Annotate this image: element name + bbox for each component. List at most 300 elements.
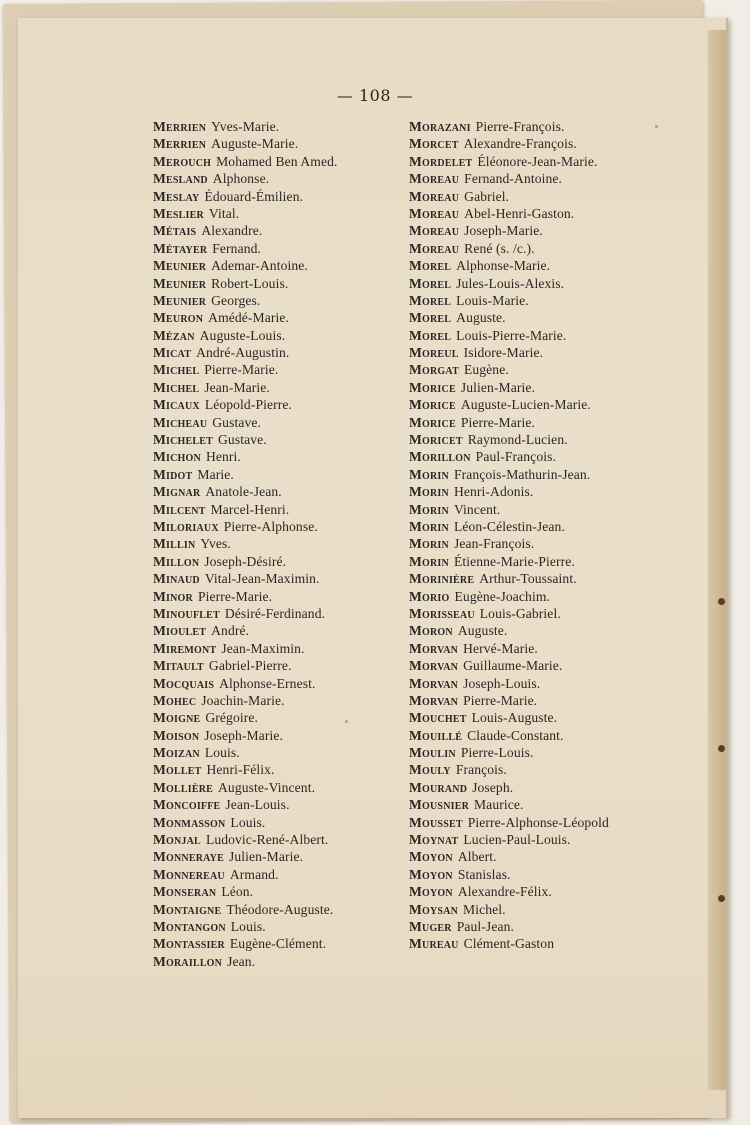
given-names: Léopold-Pierre. <box>204 397 292 413</box>
given-names: Joseph-Marie. <box>464 223 543 239</box>
given-names: Anatole-Jean. <box>205 484 282 500</box>
surname: Monjal <box>153 832 201 848</box>
surname: Morvan <box>409 692 459 708</box>
surname: Mitault <box>153 658 204 674</box>
name-entry <box>409 205 609 222</box>
surname: Milcent <box>153 501 206 517</box>
name-entry <box>153 518 338 535</box>
given-names: Michel. <box>463 901 506 917</box>
surname: Meslier <box>153 205 204 221</box>
surname: Morel <box>409 292 452 308</box>
surname: Mourand <box>409 779 468 795</box>
name-entry <box>153 744 338 761</box>
given-names: Julien-Marie. <box>228 849 304 865</box>
surname: Meunier <box>153 292 207 308</box>
surname: Moreau <box>409 240 460 256</box>
name-entry <box>153 309 338 326</box>
given-names: Ademar-Antoine. <box>211 258 308 274</box>
given-names: Éléonore-Jean-Marie. <box>477 153 598 169</box>
name-entry <box>409 344 609 361</box>
paper-speck <box>345 720 348 723</box>
name-entry <box>153 588 338 605</box>
book-page <box>18 18 728 1118</box>
name-entry <box>153 188 338 205</box>
name-entry <box>409 761 609 778</box>
given-names: Louis. <box>204 745 240 761</box>
name-entry <box>153 814 338 831</box>
given-names: Robert-Louis. <box>211 275 289 291</box>
surname: Morin <box>409 501 449 517</box>
name-entry <box>153 883 338 900</box>
given-names: Pierre-Marie. <box>463 692 538 708</box>
name-entry <box>409 240 609 257</box>
name-entry <box>153 675 338 692</box>
name-entry <box>409 640 609 657</box>
given-names: Auguste-Marie. <box>211 136 299 152</box>
given-names: Jean. <box>227 953 256 969</box>
name-entry <box>409 448 609 465</box>
surname: Morice <box>409 414 456 430</box>
surname: Mouillé <box>409 727 463 743</box>
given-names: Gabriel-Pierre. <box>208 658 292 674</box>
name-entry <box>409 831 609 848</box>
name-entry <box>409 866 609 883</box>
surname: Micat <box>153 345 192 361</box>
name-entry <box>153 153 338 170</box>
name-entry <box>153 414 338 431</box>
name-column-right <box>409 118 609 953</box>
name-entry <box>409 361 609 378</box>
surname: Mureau <box>409 936 459 952</box>
surname: Moron <box>409 623 453 639</box>
name-entry <box>153 953 338 970</box>
surname: Morgat <box>409 362 459 378</box>
surname: Monmasson <box>153 814 226 830</box>
given-names: Pierre-Alphonse. <box>223 518 318 534</box>
name-entry <box>409 657 609 674</box>
given-names: Pierre-Marie. <box>204 362 279 378</box>
name-entry <box>409 848 609 865</box>
surname: Minouflet <box>153 605 220 621</box>
surname: Meunier <box>153 258 207 274</box>
surname: Morel <box>409 327 452 343</box>
surname: Moison <box>153 727 200 743</box>
given-names: Fernand. <box>212 240 261 256</box>
binding-stain <box>718 895 725 902</box>
given-names: Marie. <box>197 466 234 482</box>
given-names: Jean-Marie. <box>204 379 270 395</box>
name-entry <box>409 605 609 622</box>
surname: Mollière <box>153 779 214 795</box>
given-names: Pierre-Marie. <box>460 414 535 430</box>
name-entry <box>409 153 609 170</box>
given-names: Louis. <box>230 918 266 934</box>
name-entry <box>409 935 609 952</box>
given-names: Alexandre. <box>201 223 263 239</box>
surname: Minaud <box>153 571 200 587</box>
given-names: Pierre-Louis. <box>460 745 534 761</box>
surname: Michelet <box>153 432 214 448</box>
given-names: Désiré-Ferdinand. <box>224 605 326 621</box>
surname: Moreul <box>409 345 459 361</box>
given-names: Joseph-Marie. <box>204 727 283 743</box>
given-names: Gustave. <box>212 414 261 430</box>
surname: Moreau <box>409 188 460 204</box>
name-entry <box>153 448 338 465</box>
given-names: Louis-Pierre-Marie. <box>456 327 567 343</box>
given-names: Eugène-Joachim. <box>454 588 551 604</box>
name-entry <box>409 135 609 152</box>
surname: Morvan <box>409 675 459 691</box>
given-names: Édouard-Émilien. <box>204 188 304 204</box>
given-names: Pierre-Alphonse-Léopold <box>467 814 609 830</box>
binding-stain <box>718 598 725 605</box>
name-entry <box>153 501 338 518</box>
name-entry <box>409 518 609 535</box>
surname: Midot <box>153 466 193 482</box>
given-names: Clément-Gaston <box>463 936 555 952</box>
name-entry <box>153 344 338 361</box>
surname: Morice <box>409 379 456 395</box>
given-names: Léon-Célestin-Jean. <box>453 518 565 534</box>
name-entry <box>153 796 338 813</box>
name-entry <box>153 901 338 918</box>
given-names: Guillaume-Marie. <box>463 658 563 674</box>
name-entry <box>409 692 609 709</box>
given-names: Hervé-Marie. <box>463 640 538 656</box>
name-entry <box>153 396 338 413</box>
surname: Millin <box>153 536 196 552</box>
surname: Muger <box>409 918 452 934</box>
surname: Métayer <box>153 240 208 256</box>
given-names: Alphonse. <box>212 171 270 187</box>
name-entry <box>153 727 338 744</box>
surname: Moncoiffe <box>153 797 221 813</box>
name-entry <box>153 866 338 883</box>
given-names: Joseph. <box>472 779 514 795</box>
surname: Morvan <box>409 640 459 656</box>
surname: Morel <box>409 258 452 274</box>
given-names: Pierre-François. <box>475 119 565 134</box>
surname: Micaux <box>153 397 200 413</box>
given-names: Vital-Jean-Maximin. <box>204 571 320 587</box>
given-names: Maurice. <box>474 797 524 813</box>
name-entry <box>409 918 609 935</box>
given-names: Henri-Félix. <box>206 762 275 778</box>
given-names: Isidore-Marie. <box>463 345 544 361</box>
given-names: Léon. <box>221 884 254 900</box>
surname: Moulin <box>409 745 456 761</box>
binding-stain <box>718 745 725 752</box>
surname: Michon <box>153 449 201 465</box>
given-names: Louis-Gabriel. <box>479 605 561 621</box>
given-names: Jean-François. <box>453 536 535 552</box>
surname: Moricet <box>409 432 463 448</box>
name-entry <box>153 553 338 570</box>
given-names: Jean-Maximin. <box>221 640 305 656</box>
surname: Meunier <box>153 275 207 291</box>
given-names: Louis. <box>230 814 266 830</box>
given-names: Amédé-Marie. <box>208 310 289 326</box>
surname: Morin <box>409 518 449 534</box>
surname: Morisseau <box>409 605 475 621</box>
surname: Moysan <box>409 901 459 917</box>
name-entry <box>153 361 338 378</box>
given-names: Joseph-Louis. <box>463 675 541 691</box>
given-names: Vital. <box>208 205 240 221</box>
given-names: François. <box>455 762 507 778</box>
given-names: Louis-Marie. <box>456 292 529 308</box>
name-entry <box>153 605 338 622</box>
surname: Meslay <box>153 188 200 204</box>
surname: Morin <box>409 553 449 569</box>
surname: Mézan <box>153 327 195 343</box>
name-entry <box>153 431 338 448</box>
page-number: — 108 — <box>336 86 414 105</box>
surname: Montangon <box>153 918 226 934</box>
surname: Morin <box>409 484 449 500</box>
given-names: Stanislas. <box>457 866 511 882</box>
name-entry <box>409 188 609 205</box>
surname: Morazani <box>409 119 471 134</box>
given-names: Jean-Louis. <box>225 797 290 813</box>
name-entry <box>409 744 609 761</box>
surname: Mioulet <box>153 623 207 639</box>
surname: Merouch <box>153 153 212 169</box>
surname: Monnereau <box>153 866 225 882</box>
name-entry <box>153 222 338 239</box>
name-entry <box>153 170 338 187</box>
given-names: Auguste-Vincent. <box>218 779 316 795</box>
name-entry <box>153 240 338 257</box>
name-entry <box>153 535 338 552</box>
given-names: Gustave. <box>218 432 267 448</box>
surname: Moyon <box>409 866 453 882</box>
given-names: Alphonse-Marie. <box>456 258 551 274</box>
given-names: Joseph-Désiré. <box>204 553 287 569</box>
given-names: Marcel-Henri. <box>210 501 290 517</box>
name-entry <box>409 727 609 744</box>
name-entry <box>409 779 609 796</box>
surname: Meuron <box>153 310 204 326</box>
given-names: Eugène. <box>463 362 509 378</box>
given-names: Mohamed Ben Amed. <box>216 153 338 169</box>
name-entry <box>153 709 338 726</box>
name-entry <box>409 883 609 900</box>
surname: Mohec <box>153 692 197 708</box>
name-entry <box>153 779 338 796</box>
given-names: Alexandre-François. <box>463 136 577 152</box>
given-names: Joachin-Marie. <box>201 692 285 708</box>
surname: Micheau <box>153 414 208 430</box>
name-entry <box>409 379 609 396</box>
given-names: Arthur-Toussaint. <box>479 571 577 587</box>
surname: Moreau <box>409 205 460 221</box>
given-names: Henri. <box>205 449 241 465</box>
surname: Millon <box>153 553 200 569</box>
name-entry <box>153 292 338 309</box>
name-entry <box>153 118 338 135</box>
name-entry <box>153 622 338 639</box>
surname: Morel <box>409 310 452 326</box>
name-entry <box>409 622 609 639</box>
name-entry <box>153 466 338 483</box>
given-names: Auguste-Lucien-Marie. <box>460 397 591 413</box>
surname: Moraillon <box>153 953 223 969</box>
surname: Merrien <box>153 119 207 134</box>
surname: Mousset <box>409 814 463 830</box>
surname: Miremont <box>153 640 217 656</box>
given-names: André. <box>211 623 250 639</box>
surname: Michel <box>153 362 200 378</box>
given-names: Pierre-Marie. <box>197 588 273 604</box>
surname: Moyon <box>409 884 453 900</box>
given-names: Paul-Jean. <box>456 918 514 934</box>
surname: Morice <box>409 397 456 413</box>
given-names: André-Augustin. <box>196 345 290 361</box>
given-names: Albert. <box>457 849 497 865</box>
name-entry <box>153 831 338 848</box>
name-entry <box>153 918 338 935</box>
surname: Moigne <box>153 710 201 726</box>
name-entry <box>153 640 338 657</box>
given-names: Théodore-Auguste. <box>226 901 334 917</box>
name-entry <box>409 309 609 326</box>
surname: Morillon <box>409 449 471 465</box>
given-names: Abel-Henri-Gaston. <box>464 205 575 221</box>
name-entry <box>409 814 609 831</box>
name-entry <box>409 535 609 552</box>
given-names: Yves. <box>200 536 231 552</box>
surname: Morio <box>409 588 450 604</box>
name-entry <box>153 570 338 587</box>
name-entry <box>153 657 338 674</box>
given-names: Lucien-Paul-Louis. <box>463 832 571 848</box>
given-names: Jules-Louis-Alexis. <box>456 275 565 291</box>
surname: Mouly <box>409 762 451 778</box>
name-entry <box>409 501 609 518</box>
surname: Mesland <box>153 171 208 187</box>
surname: Minor <box>153 588 193 604</box>
surname: Montassier <box>153 936 225 952</box>
surname: Monneraye <box>153 849 224 865</box>
surname: Moyon <box>409 849 453 865</box>
given-names: François-Mathurin-Jean. <box>453 466 591 482</box>
given-names: Alphonse-Ernest. <box>219 675 316 691</box>
surname: Montaigne <box>153 901 222 917</box>
name-entry <box>409 466 609 483</box>
name-entry <box>409 414 609 431</box>
given-names: Étienne-Marie-Pierre. <box>453 553 575 569</box>
surname: Moizan <box>153 745 200 761</box>
surname: Morin <box>409 536 449 552</box>
name-column-left <box>153 118 338 970</box>
surname: Moreau <box>409 171 460 187</box>
given-names: Gabriel. <box>464 188 510 204</box>
surname: Mollet <box>153 762 202 778</box>
given-names: Fernand-Antoine. <box>464 171 563 187</box>
surname: Morel <box>409 275 452 291</box>
given-names: Eugène-Clément. <box>229 936 327 952</box>
name-entry <box>409 170 609 187</box>
given-names: Julien-Marie. <box>460 379 535 395</box>
name-entry <box>409 553 609 570</box>
name-entry <box>409 327 609 344</box>
surname: Merrien <box>153 136 207 152</box>
given-names: Grégoire. <box>205 710 258 726</box>
given-names: Alexandre-Félix. <box>457 884 552 900</box>
name-entry <box>409 222 609 239</box>
name-entry <box>409 570 609 587</box>
name-entry <box>409 796 609 813</box>
surname: Mousnier <box>409 797 469 813</box>
given-names: Claude-Constant. <box>467 727 564 743</box>
name-entry <box>409 118 609 135</box>
surname: Mouchet <box>409 710 467 726</box>
name-entry <box>409 257 609 274</box>
surname: Monseran <box>153 884 217 900</box>
name-entry <box>409 709 609 726</box>
surname: Morin <box>409 466 449 482</box>
name-entry <box>409 396 609 413</box>
name-entry <box>153 848 338 865</box>
given-names: Vincent. <box>453 501 501 517</box>
name-entry <box>153 327 338 344</box>
paper-speck <box>655 125 658 128</box>
given-names: Armand. <box>229 866 279 882</box>
surname: Moreau <box>409 223 460 239</box>
surname: Morvan <box>409 658 459 674</box>
name-entry <box>153 935 338 952</box>
surname: Métais <box>153 223 197 239</box>
name-entry <box>409 483 609 500</box>
name-entry <box>409 675 609 692</box>
name-entry <box>153 135 338 152</box>
surname: Mocquais <box>153 675 215 691</box>
binding-strip <box>708 30 726 1090</box>
surname: Morcet <box>409 136 459 152</box>
given-names: René (s. /c.). <box>464 240 535 256</box>
name-entry <box>153 692 338 709</box>
surname: Mordelet <box>409 153 473 169</box>
given-names: Auguste-Louis. <box>199 327 286 343</box>
surname: Miloriaux <box>153 518 219 534</box>
given-names: Auguste. <box>456 310 506 326</box>
given-names: Ludovic-René-Albert. <box>205 832 329 848</box>
surname: Michel <box>153 379 200 395</box>
given-names: Yves-Marie. <box>211 119 280 134</box>
name-entry <box>409 431 609 448</box>
name-entry <box>409 901 609 918</box>
name-entry <box>153 257 338 274</box>
given-names: Louis-Auguste. <box>471 710 558 726</box>
name-entry <box>153 761 338 778</box>
name-entry <box>153 379 338 396</box>
name-entry <box>153 483 338 500</box>
given-names: Henri-Adonis. <box>453 484 534 500</box>
name-entry <box>153 275 338 292</box>
name-entry <box>409 588 609 605</box>
name-entry <box>409 292 609 309</box>
given-names: Paul-François. <box>475 449 556 465</box>
given-names: Auguste. <box>457 623 508 639</box>
given-names: Georges. <box>211 292 261 308</box>
name-entry <box>153 205 338 222</box>
surname: Mignar <box>153 484 201 500</box>
surname: Morinière <box>409 571 475 587</box>
surname: Moynat <box>409 832 459 848</box>
given-names: Raymond-Lucien. <box>467 432 568 448</box>
